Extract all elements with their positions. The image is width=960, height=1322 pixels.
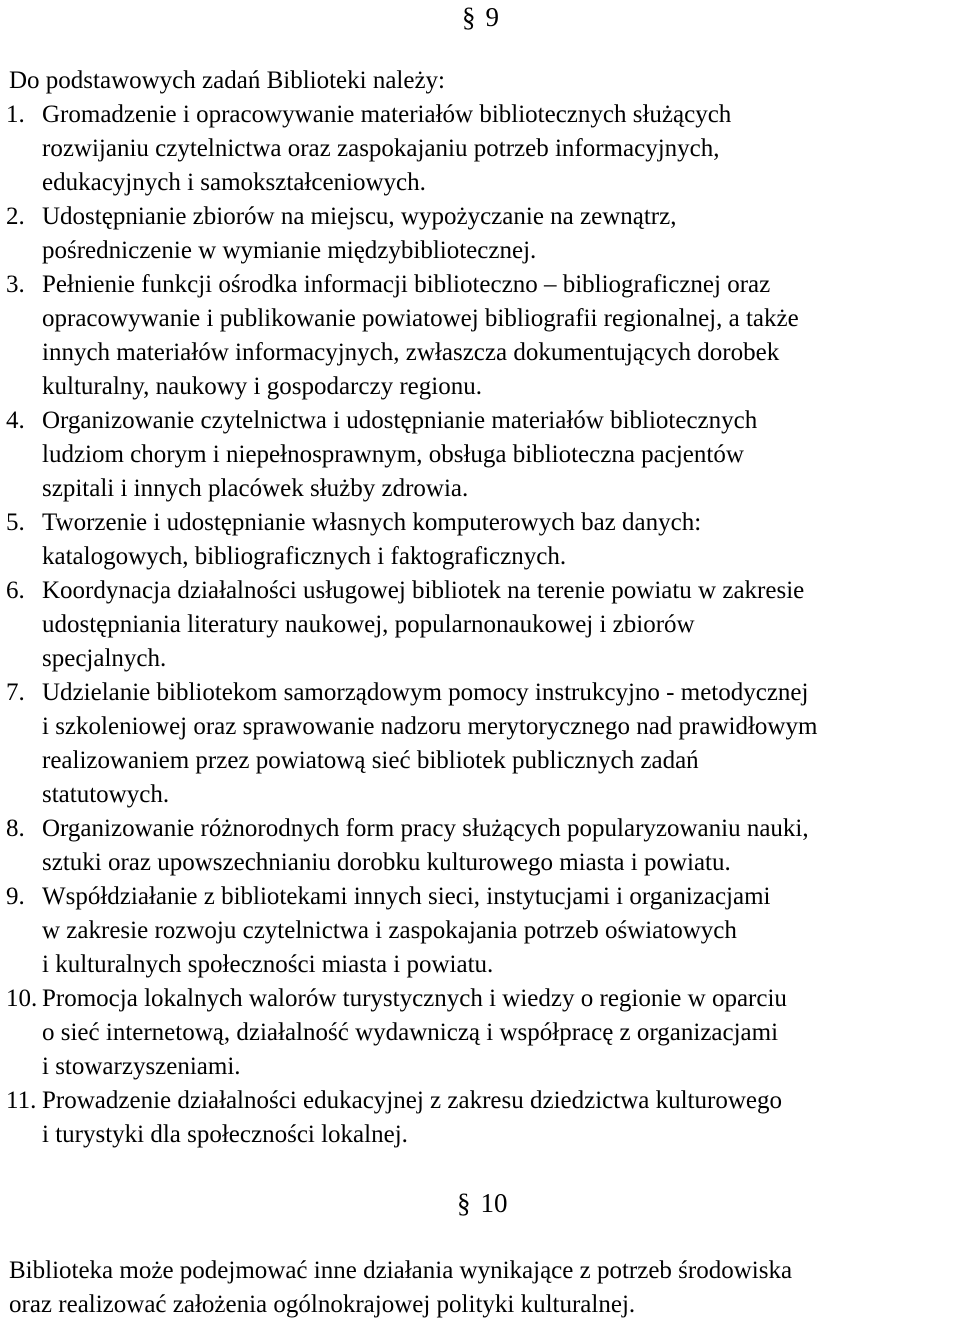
task-list [0,98,960,1152]
task-line: specjalnych. [42,645,167,672]
task-line: Organizowanie czytelnictwa i udostępnianie materiałów bibliotecznych [42,407,758,434]
task-line: Tworzenie i udostępnianie własnych komputerowych baz danych: [42,509,702,536]
section-symbol: § [462,2,476,32]
task-item [0,506,960,574]
task-item [0,574,960,676]
task-line: Promocja lokalnych walorów turystycznych i wiedzy o regionie w oparciu [42,985,787,1012]
task-line: pośredniczenie w wymianie międzybibliotecznej. [42,237,537,264]
task-number: 6. [6,577,25,604]
task-line: Współdziałanie z bibliotekami innych sieci, instytucjami i organizacjami [42,883,771,910]
task-line: Prowadzenie działalności edukacyjnej z zakresu dziedzictwa kulturowego [42,1087,782,1114]
task-item [0,268,960,404]
task-number: 3. [6,271,25,298]
task-line: statutowych. [42,781,170,808]
section-symbol: § [457,1188,471,1218]
task-line: edukacyjnych i samokształceniowych. [42,169,426,196]
task-line: innych materiałów informacyjnych, zwłaszcza dokumentujących dorobek [42,339,780,366]
task-item [0,676,960,812]
section-number: 10 [480,1188,508,1218]
task-line: Udzielanie bibliotekom samorządowym pomocy instrukcyjno - metodycznej [42,679,809,706]
task-line: o sieć internetową, działalność wydawniczą i współpracę z organizacjami [42,1019,779,1046]
section-heading-10 [457,1186,508,1220]
task-number: 8. [6,815,25,842]
task-item [0,812,960,880]
task-line: i turystyki dla społeczności lokalnej. [42,1121,408,1148]
task-line: Udostępnianie zbiorów na miejscu, wypożyczanie na zewnątrz, [42,203,677,230]
task-number: 2. [6,203,25,230]
task-item [0,1084,960,1152]
task-line: w zakresie rozwoju czytelnictwa i zaspokajania potrzeb oświatowych [42,917,737,944]
task-line: Gromadzenie i opracowywanie materiałów bibliotecznych służących [42,101,732,128]
task-line: i szkoleniowej oraz sprawowanie nadzoru merytorycznego nad prawidłowym [42,713,818,740]
task-line: udostępniania literatury naukowej, popularnonaukowej i zbiorów [42,611,695,638]
task-line: szpitali i innych placówek służby zdrowia. [42,475,469,502]
task-line: ludziom chorym i niepełnosprawnym, obsługa biblioteczna pacjentów [42,441,744,468]
task-line: kulturalny, naukowy i gospodarczy regionu. [42,373,482,400]
task-line: Pełnienie funkcji ośrodka informacji biblioteczno – bibliograficznej oraz [42,271,771,298]
section-number: 9 [485,2,499,32]
task-line: rozwijaniu czytelnictwa oraz zaspokajaniu potrzeb informacyjnych, [42,135,720,162]
task-item [0,98,960,200]
task-number: 11. [6,1087,37,1114]
task-number: 5. [6,509,25,536]
closing-line: oraz realizować założenia ogólnokrajowej polityki kulturalnej. [9,1291,636,1318]
task-line: realizowaniem przez powiatową sieć bibliotek publicznych zadań [42,747,699,774]
task-item [0,880,960,982]
task-line: i stowarzyszeniami. [42,1053,241,1080]
task-line: i kulturalnych społeczności miasta i powiatu. [42,951,494,978]
closing-line: Biblioteka może podejmować inne działania wynikające z potrzeb środowiska [9,1257,793,1284]
task-line: sztuki oraz upowszechnianiu dorobku kulturowego miasta i powiatu. [42,849,731,876]
task-number: 9. [6,883,25,910]
task-number: 4. [6,407,25,434]
intro-text: Do podstawowych zadań Biblioteki należy: [9,67,445,94]
task-line: opracowywanie i publikowanie powiatowej bibliografii regionalnej, a także [42,305,799,332]
task-number: 10. [6,985,38,1012]
task-item [0,404,960,506]
section-heading-9 [462,0,499,34]
task-item [0,982,960,1084]
task-line: katalogowych, bibliograficznych i faktograficznych. [42,543,567,570]
task-item [0,200,960,268]
task-number: 1. [6,101,25,128]
task-line: Koordynacja działalności usługowej bibliotek na terenie powiatu w zakresie [42,577,805,604]
closing-paragraph [9,1254,792,1322]
task-number: 7. [6,679,25,706]
task-line: Organizowanie różnorodnych form pracy służących popularyzowaniu nauki, [42,815,809,842]
